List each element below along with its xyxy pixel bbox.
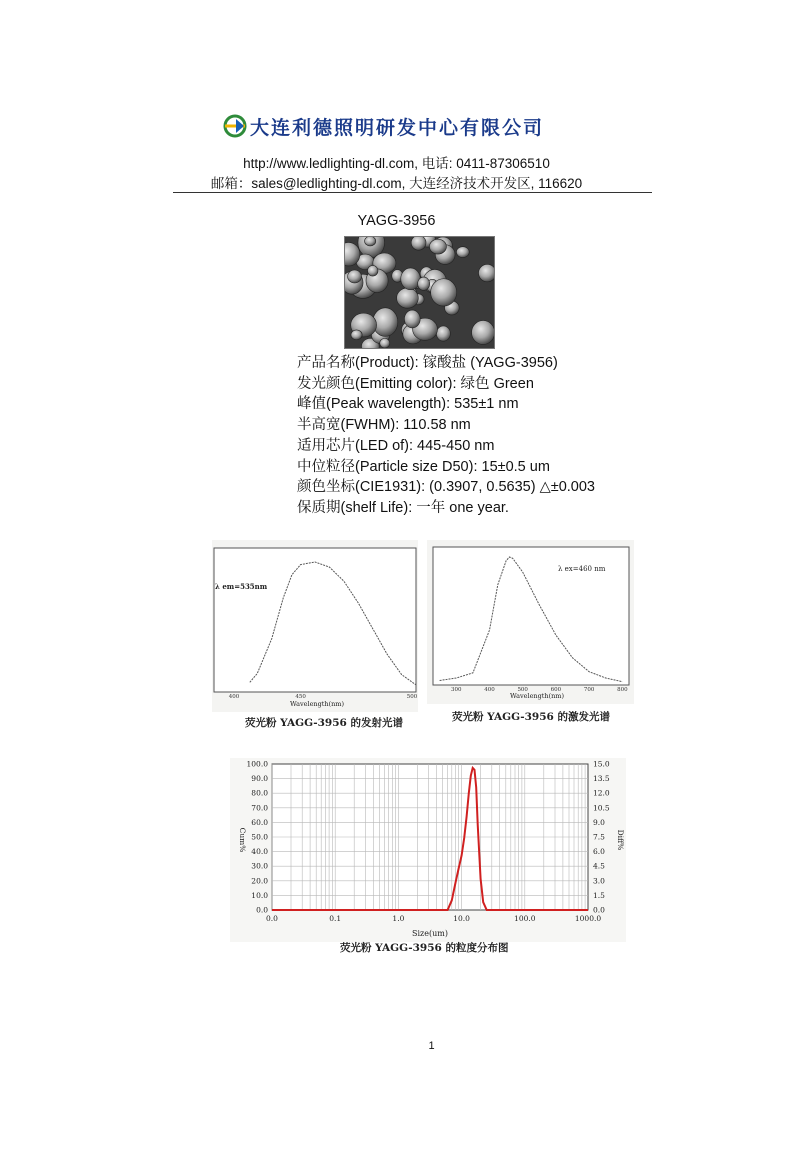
psd-y-tick-label: 80.0: [251, 788, 268, 798]
company-name: 大连利德照明研发中心有限公司: [250, 117, 545, 139]
particle-size-distribution-chart: [230, 758, 626, 942]
psd-y2-axis-label: Diff%: [616, 829, 625, 851]
spec-peak-wavelength: 峰值(Peak wavelength): 535±1 nm: [297, 396, 519, 413]
psd-y2-tick-label: 7.5: [593, 832, 605, 842]
sem-particle: [367, 265, 377, 276]
psd-caption: 荧光粉 YAGG-3956 的粒度分布图: [340, 942, 509, 954]
psd-x-tick-label: 1.0: [392, 914, 405, 923]
spec-particle-size: 中位粒径(Particle size D50): 15±0.5 um: [297, 458, 550, 475]
sem-particle: [397, 288, 419, 308]
psd-x-tick-label: 100.0: [514, 914, 536, 923]
emission-x-tick-label: 500: [406, 694, 418, 700]
contact-line-website-phone: http://www.ledlighting-dl.com, 电话: 0411-87306510: [243, 156, 550, 171]
psd-x-tick-label: 10.0: [453, 914, 470, 923]
psd-y-tick-label: 0.0: [256, 905, 268, 915]
spec-shelf-life: 保质期(shelf Life): 一年 one year.: [297, 499, 509, 516]
psd-x-tick-label: 0.1: [329, 914, 342, 923]
company-logo-icon: [222, 113, 248, 139]
psd-y-tick-label: 30.0: [251, 861, 268, 871]
excitation-x-tick-label: 600: [550, 687, 562, 693]
emission-x-tick-label: 400: [228, 694, 240, 700]
emission-peak-annotation: λ em=535nm: [215, 582, 268, 591]
sem-particle: [404, 310, 420, 328]
emission-x-axis-label: Wavelength(nm): [289, 700, 345, 708]
psd-y-tick-label: 50.0: [251, 832, 268, 842]
excitation-peak-annotation: λ ex=460 nm: [558, 565, 606, 573]
psd-y2-tick-label: 15.0: [593, 759, 610, 769]
sem-particle: [431, 279, 457, 306]
psd-y2-tick-label: 1.5: [593, 890, 605, 900]
psd-x-axis-label: Size(um): [412, 929, 448, 938]
sem-particle: [365, 236, 376, 246]
sem-particle: [479, 264, 495, 281]
sem-particle: [351, 330, 362, 340]
psd-y-axis-label: Cum%: [238, 827, 247, 853]
excitation-x-tick-label: 700: [583, 687, 595, 693]
product-title: YAGG-3956: [357, 213, 436, 229]
psd-y-tick-label: 100.0: [246, 759, 268, 769]
excitation-spectrum-chart: [427, 540, 634, 704]
psd-y2-tick-label: 9.0: [593, 817, 605, 827]
spec-emitting-color: 发光颜色(Emitting color): 绿色 Green: [297, 375, 534, 392]
excitation-x-tick-label: 500: [517, 687, 528, 693]
psd-x-tick-label: 0.0: [266, 914, 278, 923]
psd-y-tick-label: 70.0: [251, 803, 268, 813]
sem-particle: [401, 268, 421, 290]
psd-y2-tick-label: 13.5: [593, 774, 610, 784]
excitation-x-tick-label: 300: [451, 687, 462, 693]
psd-y-tick-label: 60.0: [251, 817, 268, 827]
psd-y-tick-label: 40.0: [251, 847, 268, 857]
sem-particle: [411, 236, 426, 250]
page-number: 1: [428, 1040, 435, 1052]
excitation-x-tick-label: 400: [484, 687, 495, 693]
psd-y2-tick-label: 0.0: [593, 905, 605, 915]
excitation-x-tick-label: 800: [617, 687, 628, 693]
psd-y2-tick-label: 4.5: [593, 861, 605, 871]
emission-spectrum-caption: 荧光粉 YAGG-3956 的发射光谱: [245, 717, 403, 729]
sem-particle: [418, 277, 430, 290]
emission-spectrum-chart: [212, 540, 418, 712]
spec-product: 产品名称(Product): 镓酸盐 (YAGG-3956): [297, 355, 558, 371]
spec-fwhm: 半高宽(FWHM): 110.58 nm: [297, 417, 471, 434]
contact-line-email-address: 邮箱：sales@ledlighting-dl.com, 大连经济技术开发区, 116620: [210, 176, 583, 191]
sem-particle: [472, 320, 495, 344]
psd-y2-tick-label: 10.5: [593, 803, 610, 813]
emission-x-tick-label: 450: [295, 694, 306, 700]
sem-particle: [380, 338, 390, 348]
spec-cie-coordinates: 颜色坐标(CIE1931): (0.3907, 0.5635) △±0.003: [297, 479, 595, 496]
sem-particle: [436, 326, 450, 341]
psd-y2-tick-label: 3.0: [593, 876, 605, 886]
header-divider: [173, 192, 652, 193]
sem-micrograph-image: [344, 236, 495, 349]
spec-list: [297, 353, 595, 519]
excitation-x-axis-label: Wavelength(nm): [509, 692, 565, 700]
psd-y2-tick-label: 6.0: [593, 847, 605, 857]
psd-y2-tick-label: 12.0: [593, 788, 610, 798]
excitation-spectrum-caption: 荧光粉 YAGG-3956 的激发光谱: [452, 711, 610, 723]
spec-led-chip: 适用芯片(LED of): 445-450 nm: [297, 437, 495, 454]
psd-y-tick-label: 10.0: [251, 890, 268, 900]
sem-particle: [348, 270, 362, 283]
psd-y-tick-label: 90.0: [251, 774, 268, 784]
psd-y-tick-label: 20.0: [251, 876, 268, 886]
sem-particle: [456, 247, 469, 258]
sem-particle: [429, 239, 446, 254]
psd-x-tick-label: 1000.0: [574, 914, 602, 923]
